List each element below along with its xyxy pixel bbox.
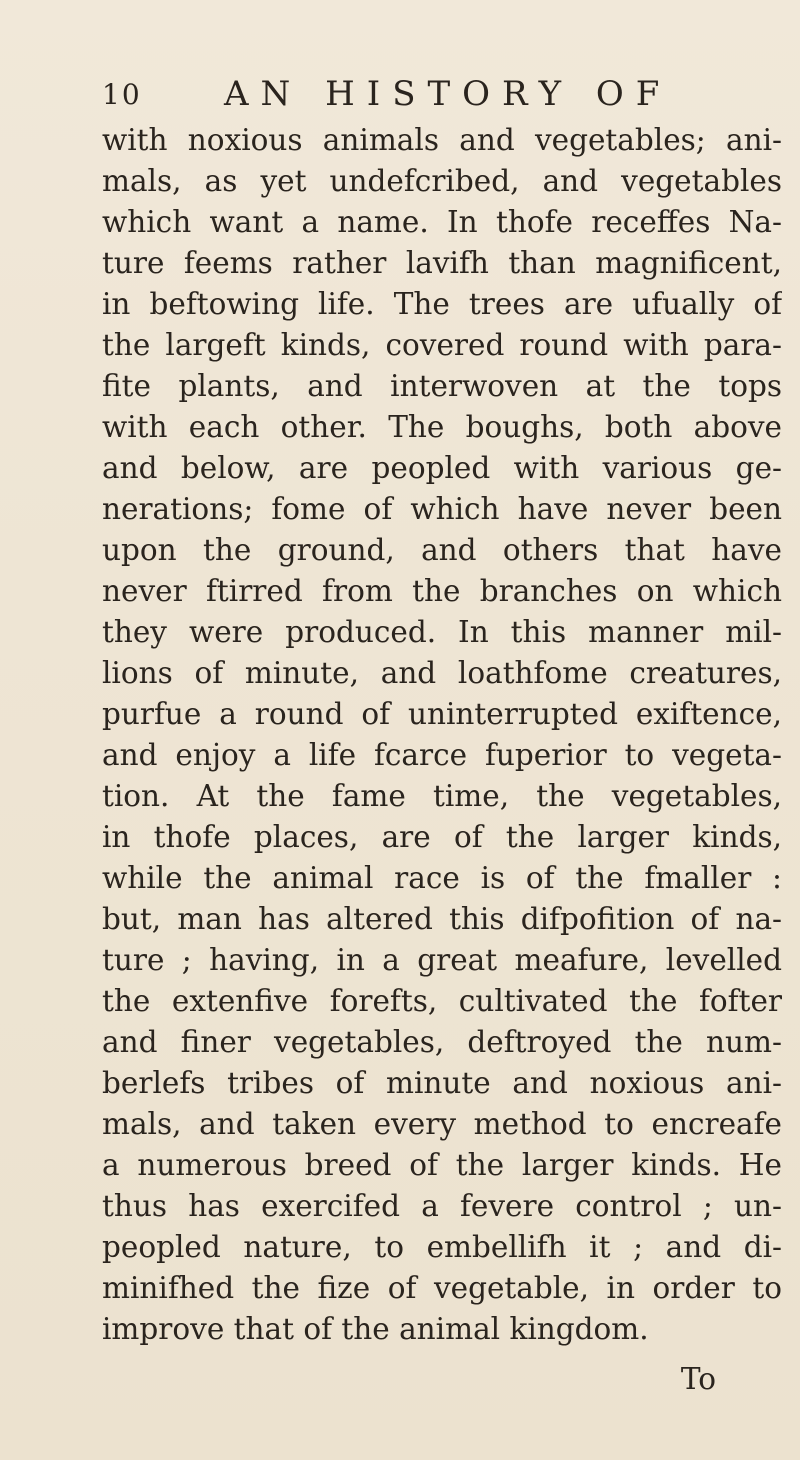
text-line: upon the ground, and others that have [102,533,782,567]
text-line: in thofe places, are of the larger kinds, [102,820,782,854]
text-line: and enjoy a life fcarce fuperior to vegeta- [102,738,782,772]
text-line: a numerous breed of the larger kinds. He [102,1148,782,1182]
text-line: lions of minute, and loathfome creatures, [102,656,782,690]
text-line: and finer vegetables, deftroyed the num- [102,1025,782,1059]
text-line: the largeft kinds, covered round with para- [102,328,782,362]
text-line: tion. At the fame time, the vegetables, [102,779,782,813]
text-line: ture feems rather lavifh than magnificent, [102,246,782,280]
text-line: mals, and taken every method to encreafe [102,1107,782,1141]
text-line: while the animal race is of the fmaller : [102,861,782,895]
body-text [102,120,782,1350]
text-line: which want a name. In thofe receffes Na- [102,205,782,239]
text-line: but, man has altered this difpofition of na- [102,902,782,936]
running-head [102,74,762,114]
text-line: mals, as yet undefcribed, and vegetables [102,164,782,198]
text-line: in beftowing life. The trees are ufually of [102,287,782,321]
page-number: 10 [102,78,142,111]
catchword: To [680,1362,716,1396]
text-line: ture ; having, in a great meafure, levelled [102,943,782,977]
text-line: nerations; fome of which have never been [102,492,782,526]
text-line: berlefs tribes of minute and noxious ani- [102,1066,782,1100]
text-line: never ftirred from the branches on which [102,574,782,608]
running-title: AN HISTORY OF [224,74,672,114]
text-line: purfue a round of uninterrupted exiftence, [102,697,782,731]
text-line: and below, are peopled with various ge- [102,451,782,485]
text-line: they were produced. In this manner mil- [102,615,782,649]
text-line: minifhed the fize of vegetable, in order to [102,1271,782,1305]
text-line: with noxious animals and vegetables; ani- [102,123,782,157]
text-line: with each other. The boughs, both above [102,410,782,444]
text-line: thus has exercifed a fevere control ; un- [102,1189,782,1223]
text-line: improve that of the animal kingdom. [102,1312,649,1346]
text-line: fite plants, and interwoven at the tops [102,369,782,403]
text-line: peopled nature, to embellifh it ; and di- [102,1230,782,1264]
text-line: the extenfive forefts, cultivated the fofter [102,984,782,1018]
